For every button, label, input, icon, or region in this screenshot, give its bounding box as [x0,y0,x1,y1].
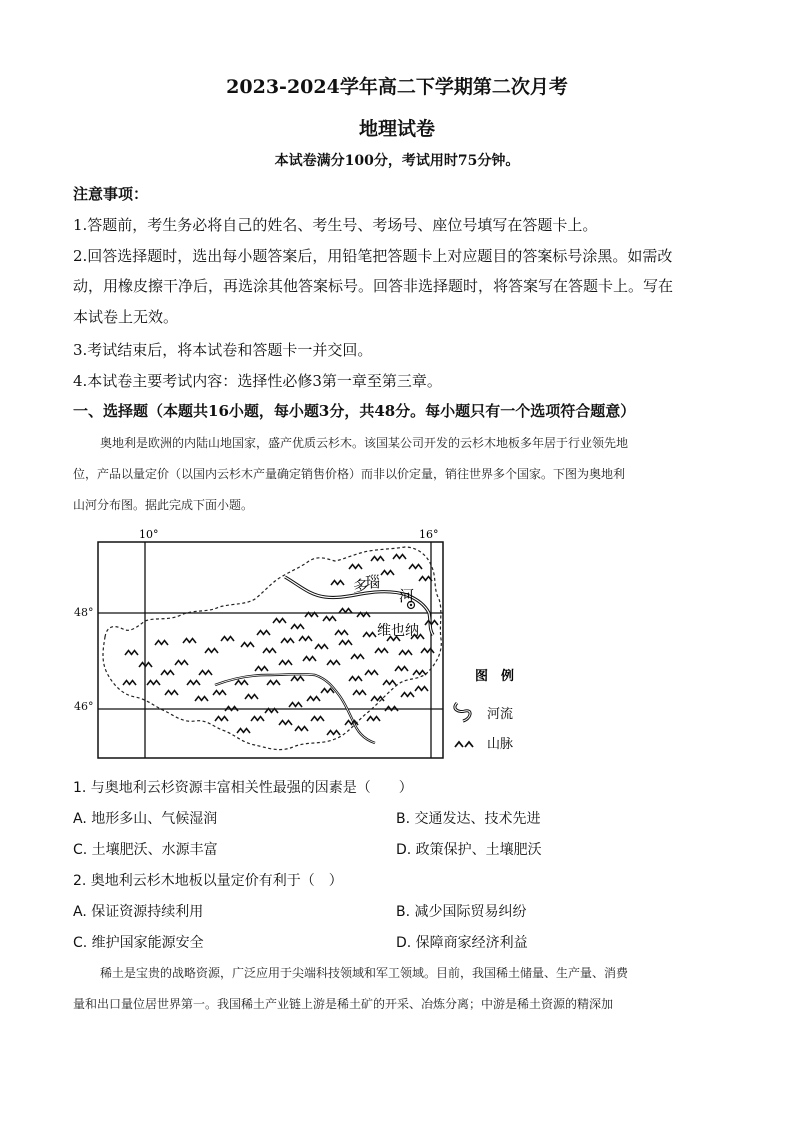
mountain-glyph [331,581,344,586]
mountain-glyph [311,717,324,722]
question-2-option-a: A. 保证资源持续利用 [73,904,204,920]
mountain-glyph [303,657,316,662]
mountain-glyph [327,731,340,736]
legend-river-label: 河流 [487,707,514,722]
mountain-glyph [299,637,312,642]
question-1-option-d: D. 政策保护、土壤肥沃 [396,842,542,858]
mountain-glyph [365,671,378,676]
mountain-glyph [199,671,212,676]
mountain-glyph [123,681,136,686]
mountain-glyph [155,641,168,646]
mountain-glyph [213,691,226,696]
notice-item-2-line-3: 本试卷上无效。 [73,308,179,326]
mountain-glyph [345,721,358,726]
lon-label-left: 10° [139,528,159,541]
legend-title: 图 例 [475,669,515,684]
question-2-option-c: C. 维护国家能源安全 [73,935,204,951]
mountain-glyph [251,717,264,722]
mountain-glyph [327,661,340,666]
mountain-glyph [205,649,218,654]
mountain-glyph [381,571,394,576]
mountain-glyph [413,671,426,676]
austria-map [95,525,535,765]
section-1-heading: 一、选择题（本题共16小题，每小题3分，共48分。每小题只有一个选项符合题意） [73,402,636,420]
question-1-option-a: A. 地形多山、气候湿润 [73,811,218,827]
question-1-option-b: B. 交通发达、技术先进 [396,811,541,827]
mountain-glyph [339,641,352,646]
mountain-glyph [421,649,434,654]
mountain-glyph [183,639,196,644]
passage-1-line-2: 位，产品以量定价（以国内云杉木产量确定销售价格）而非以价定量，销往世界多个国家。下图为奥地利 [73,467,626,481]
lat-label-46: 46° [74,700,94,713]
mountain-glyph [221,637,234,642]
mountain-glyph [363,633,376,638]
river-label-2: 瑙 [365,573,381,591]
river-label-3: 河 [399,587,415,605]
mountain-glyph [195,697,208,702]
passage-1-line-1: 奥地利是欧洲的内陆山地国家，盛产优质云杉木。该国某公司开发的云杉木地板多年居于行业领先地 [100,436,629,450]
mountain-glyph [323,617,336,622]
mountain-glyph [367,717,380,722]
passage-2-line-1: 稀土是宝贵的战略资源，广泛应用于尖端科技领域和军工领域。目前，我国稀土储量、生产量、消费 [100,966,629,980]
mountain-glyph [409,565,422,570]
question-1-option-c: C. 土壤肥沃、水源丰富 [73,842,218,858]
mountain-glyph [235,681,248,686]
mountain-glyph [237,729,250,734]
mountain-glyph [187,681,200,686]
mountain-glyph [321,689,334,694]
mountain-glyph [399,651,412,656]
mountain-glyph [383,681,396,686]
mountain-glyph [281,639,294,644]
mountain-glyph [401,693,414,698]
mountain-glyph [371,557,384,562]
mountain-glyph [339,609,352,614]
mountain-glyph [375,649,388,654]
question-1-stem: 1. 与奥地利云杉资源丰富相关性最强的因素是（ ） [73,780,413,796]
mountain-glyph [395,667,408,672]
mountain-glyph [255,667,268,672]
legend-mountain-icon [455,742,473,747]
mountain-glyph [349,565,362,570]
subject-title: 地理试卷 [358,118,435,140]
mountain-glyph [165,691,178,696]
mountain-glyph [245,695,258,700]
mountain-glyph [175,661,188,666]
mountain-glyph [241,643,254,648]
mountain-glyph [351,655,364,660]
notice-item-3: 3.考试结束后，将本试卷和答题卡一并交回。 [73,341,373,359]
mountain-glyph [353,691,366,696]
mountain-glyph [371,697,384,702]
mountain-glyph [279,721,292,726]
notice-item-2-line-2: 动，用橡皮擦干净后，再选涂其他答案标号。回答非选择题时，将答案写在答题卡上。写在 [73,277,674,295]
mountain-glyph [295,727,308,732]
mountain-glyph [393,555,406,560]
mountain-glyph [279,661,292,666]
mountain-glyph [215,717,228,722]
notice-item-1: 1.答题前，考生务必将自己的姓名、考生号、考场号、座位号填写在答题卡上。 [73,216,598,234]
mountain-glyph [147,681,160,686]
exam-info: 本试卷满分100分，考试用时75分钟。 [274,153,520,169]
mountain-glyph [291,625,304,630]
mountain-symbols [123,555,438,736]
mountain-glyph [161,671,174,676]
mountain-glyph [263,649,276,654]
mountain-glyph [419,577,432,582]
mountain-glyph [307,697,320,702]
mountain-glyph [349,677,362,682]
question-2-option-d: D. 保障商家经济利益 [396,935,528,951]
notice-item-2-line-1: 2.回答选择题时，选出每小题答案后，用铅笔把答题卡上对应题目的答案标号涂黑。如需改 [73,247,673,265]
mountain-glyph [415,687,428,692]
exam-title: 2023-2024学年高二下学期第二次月考 [226,76,568,98]
mountain-glyph [125,651,138,656]
question-2-stem: 2. 奥地利云杉木地板以量定价有利于（ ） [73,873,343,889]
legend-mountain-label: 山脉 [487,737,514,752]
passage-2-line-2: 量和出口量位居世界第一。我国稀土产业链上游是稀土矿的开采、冶炼分离；中游是稀土资源的精深加 [73,997,614,1011]
mountain-glyph [267,681,280,686]
lat-label-48: 48° [74,606,94,619]
lon-label-right: 16° [419,528,439,541]
city-label-vienna: 维也纳 [377,623,419,639]
notice-item-4: 4.本试卷主要考试内容：选择性必修3第一章至第三章。 [73,372,442,390]
mountain-glyph [257,631,270,636]
question-2-option-b: B. 减少国际贸易纠纷 [396,904,527,920]
mountain-glyph [291,677,304,682]
mountain-glyph [289,703,302,708]
passage-1-line-3: 山河分布图。据此完成下面小题。 [73,498,254,512]
notice-heading: 注意事项： [73,185,149,203]
river-label-1: 多 [353,577,369,595]
mountain-glyph [273,619,286,624]
mountain-glyph [315,645,328,650]
mountain-glyph [335,631,348,636]
